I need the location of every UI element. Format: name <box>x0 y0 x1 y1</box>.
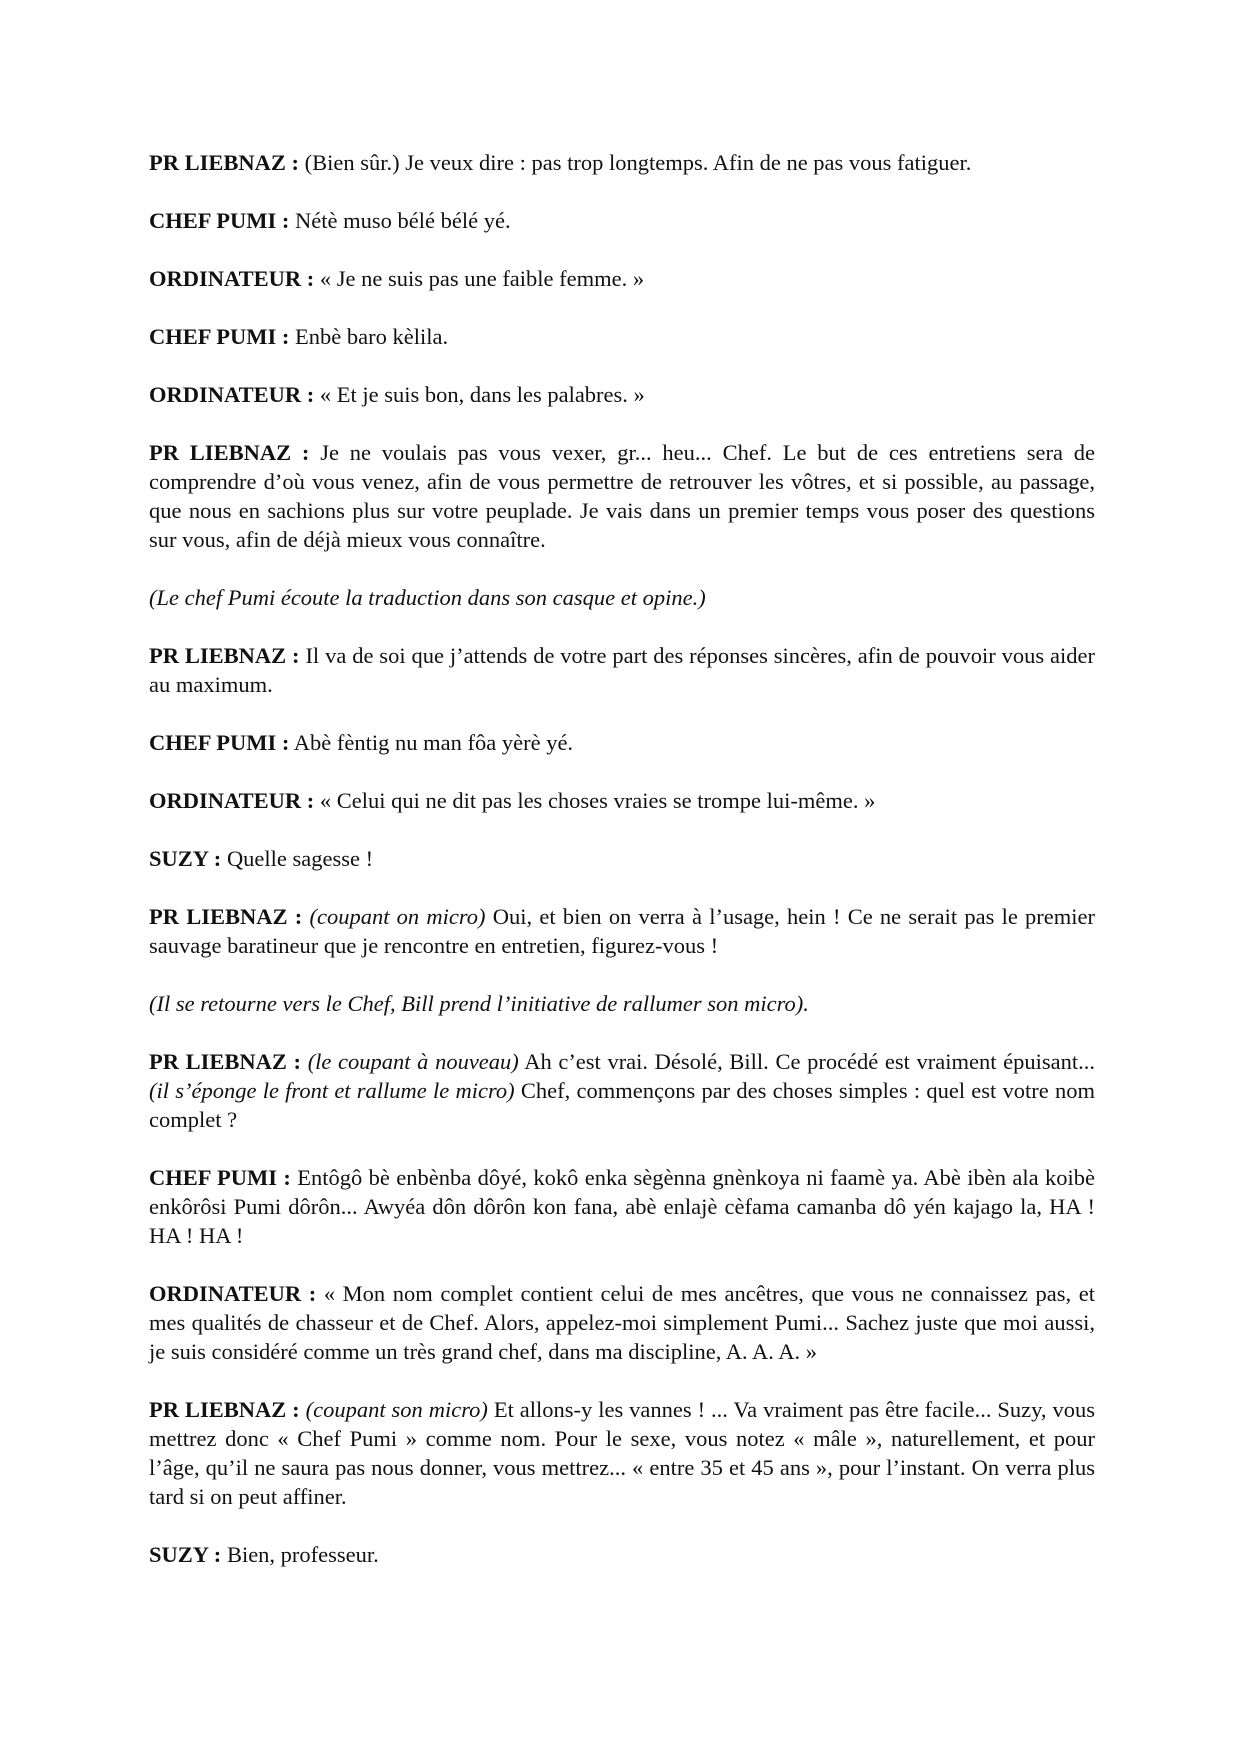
dialogue-line <box>149 148 1095 177</box>
line-text: Je ne voulais pas vous vexer, gr... heu... Chef. Le but de ces entretiens sera de comprendre d’où vous venez, afin de vous permettre de retrouver les vôtres, et si possible, au passage, que nous en sachions plus sur votre peuplade. Je vais dans un premier temps vous poser des questions sur vous, afin de déjà mieux vous connaître. <box>149 440 1095 552</box>
line-text: Enbè baro kèlila. <box>295 324 449 349</box>
dialogue-line <box>149 1279 1095 1366</box>
dialogue-line <box>149 264 1095 293</box>
line-text: (Bien sûr.) Je veux dire : pas trop longtemps. Afin de ne pas vous fatiguer. <box>304 150 972 175</box>
inline-direction: (coupant on micro) <box>309 904 486 929</box>
line-text: Entôgô bè enbènba dôyé, kokô enka sègènna gnènkoya ni faamè ya. Abè ibèn ala koibè enkôrôsi Pumi dôrôn... Awyéa dôn dôrôn kon fana, abè enlajè cèfama camanba dô yén kajago la, HA ! HA ! HA ! <box>149 1165 1095 1248</box>
dialogue-line <box>149 322 1095 351</box>
line-text: Chef, commençons par des choses simples : quel est votre nom complet ? <box>149 1078 1095 1132</box>
dialogue-line <box>149 641 1095 699</box>
dialogue-line <box>149 1047 1095 1134</box>
speaker-name: CHEF PUMI : <box>149 730 290 755</box>
speaker-name: ORDINATEUR : <box>149 382 315 407</box>
line-text: (Le chef Pumi écoute la traduction dans son casque et opine.) <box>149 585 706 610</box>
speaker-name: PR LIEBNAZ : <box>149 643 300 668</box>
line-text: Et allons-y les vannes ! ... Va vraiment pas être facile... Suzy, vous mettrez donc « Chef Pumi » comme nom. Pour le sexe, vous notez « mâle », naturellement, et pour l’âge, qu’il ne saura pas nous donner, vous mettrez... « entre 35 et 45 ans », pour l’instant. On verra plus tard si on peut affiner. <box>149 1397 1095 1509</box>
line-text: Quelle sagesse ! <box>226 846 374 871</box>
line-text: Abè fèntig nu man fôa yèrè yé. <box>293 730 574 755</box>
stage-direction <box>149 583 1095 612</box>
inline-direction: (il s’éponge le front et rallume le micro) <box>149 1078 515 1103</box>
speaker-name: CHEF PUMI : <box>149 324 290 349</box>
dialogue-line <box>149 844 1095 873</box>
dialogue-line <box>149 902 1095 960</box>
inline-direction: (le coupant à nouveau) <box>307 1049 519 1074</box>
dialogue-line <box>149 438 1095 554</box>
speaker-name: PR LIEBNAZ : <box>149 1049 302 1074</box>
speaker-name: CHEF PUMI : <box>149 208 290 233</box>
speaker-name: ORDINATEUR : <box>149 1281 317 1306</box>
dialogue-line <box>149 206 1095 235</box>
speaker-name: PR LIEBNAZ : <box>149 150 300 175</box>
speaker-name: PR LIEBNAZ : <box>149 440 310 465</box>
speaker-name: PR LIEBNAZ : <box>149 1397 300 1422</box>
stage-direction <box>149 989 1095 1018</box>
dialogue-line <box>149 380 1095 409</box>
line-text: Il va de soi que j’attends de votre part des réponses sincères, afin de pouvoir vous aider au maximum. <box>149 643 1095 697</box>
line-text: Nétè muso bélé bélé yé. <box>295 208 511 233</box>
script-text <box>149 148 1095 1598</box>
speaker-name: ORDINATEUR : <box>149 788 315 813</box>
line-text: « Mon nom complet contient celui de mes ancêtres, que vous ne connaissez pas, et mes qualités de chasseur et de Chef. Alors, appelez-moi simplement Pumi... Sachez juste que moi aussi, je suis considéré comme un très grand chef, dans ma discipline, A. A. A. » <box>149 1281 1096 1364</box>
speaker-name: CHEF PUMI : <box>149 1165 291 1190</box>
dialogue-line <box>149 728 1095 757</box>
speaker-name: SUZY : <box>149 846 222 871</box>
inline-direction: (coupant son micro) <box>305 1397 488 1422</box>
line-text: Bien, professeur. <box>226 1542 379 1567</box>
line-text: (Il se retourne vers le Chef, Bill prend l’initiative de rallumer son micro). <box>149 991 809 1016</box>
line-text: Oui, et bien on verra à l’usage, hein ! Ce ne serait pas le premier sauvage baratineur que je rencontre en entretien, figurez-vous ! <box>149 904 1095 958</box>
dialogue-line <box>149 1163 1095 1250</box>
line-text: « Je ne suis pas une faible femme. » <box>319 266 645 291</box>
line-text: « Et je suis bon, dans les palabres. » <box>319 382 645 407</box>
dialogue-line <box>149 1395 1095 1511</box>
dialogue-line <box>149 786 1095 815</box>
line-text: Ah c’est vrai. Désolé, Bill. Ce procédé est vraiment épuisant... <box>518 1049 1096 1074</box>
speaker-name: PR LIEBNAZ : <box>149 904 303 929</box>
line-text: « Celui qui ne dit pas les choses vraies se trompe lui-même. » <box>319 788 876 813</box>
dialogue-line <box>149 1540 1095 1569</box>
speaker-name: SUZY : <box>149 1542 222 1567</box>
speaker-name: ORDINATEUR : <box>149 266 315 291</box>
